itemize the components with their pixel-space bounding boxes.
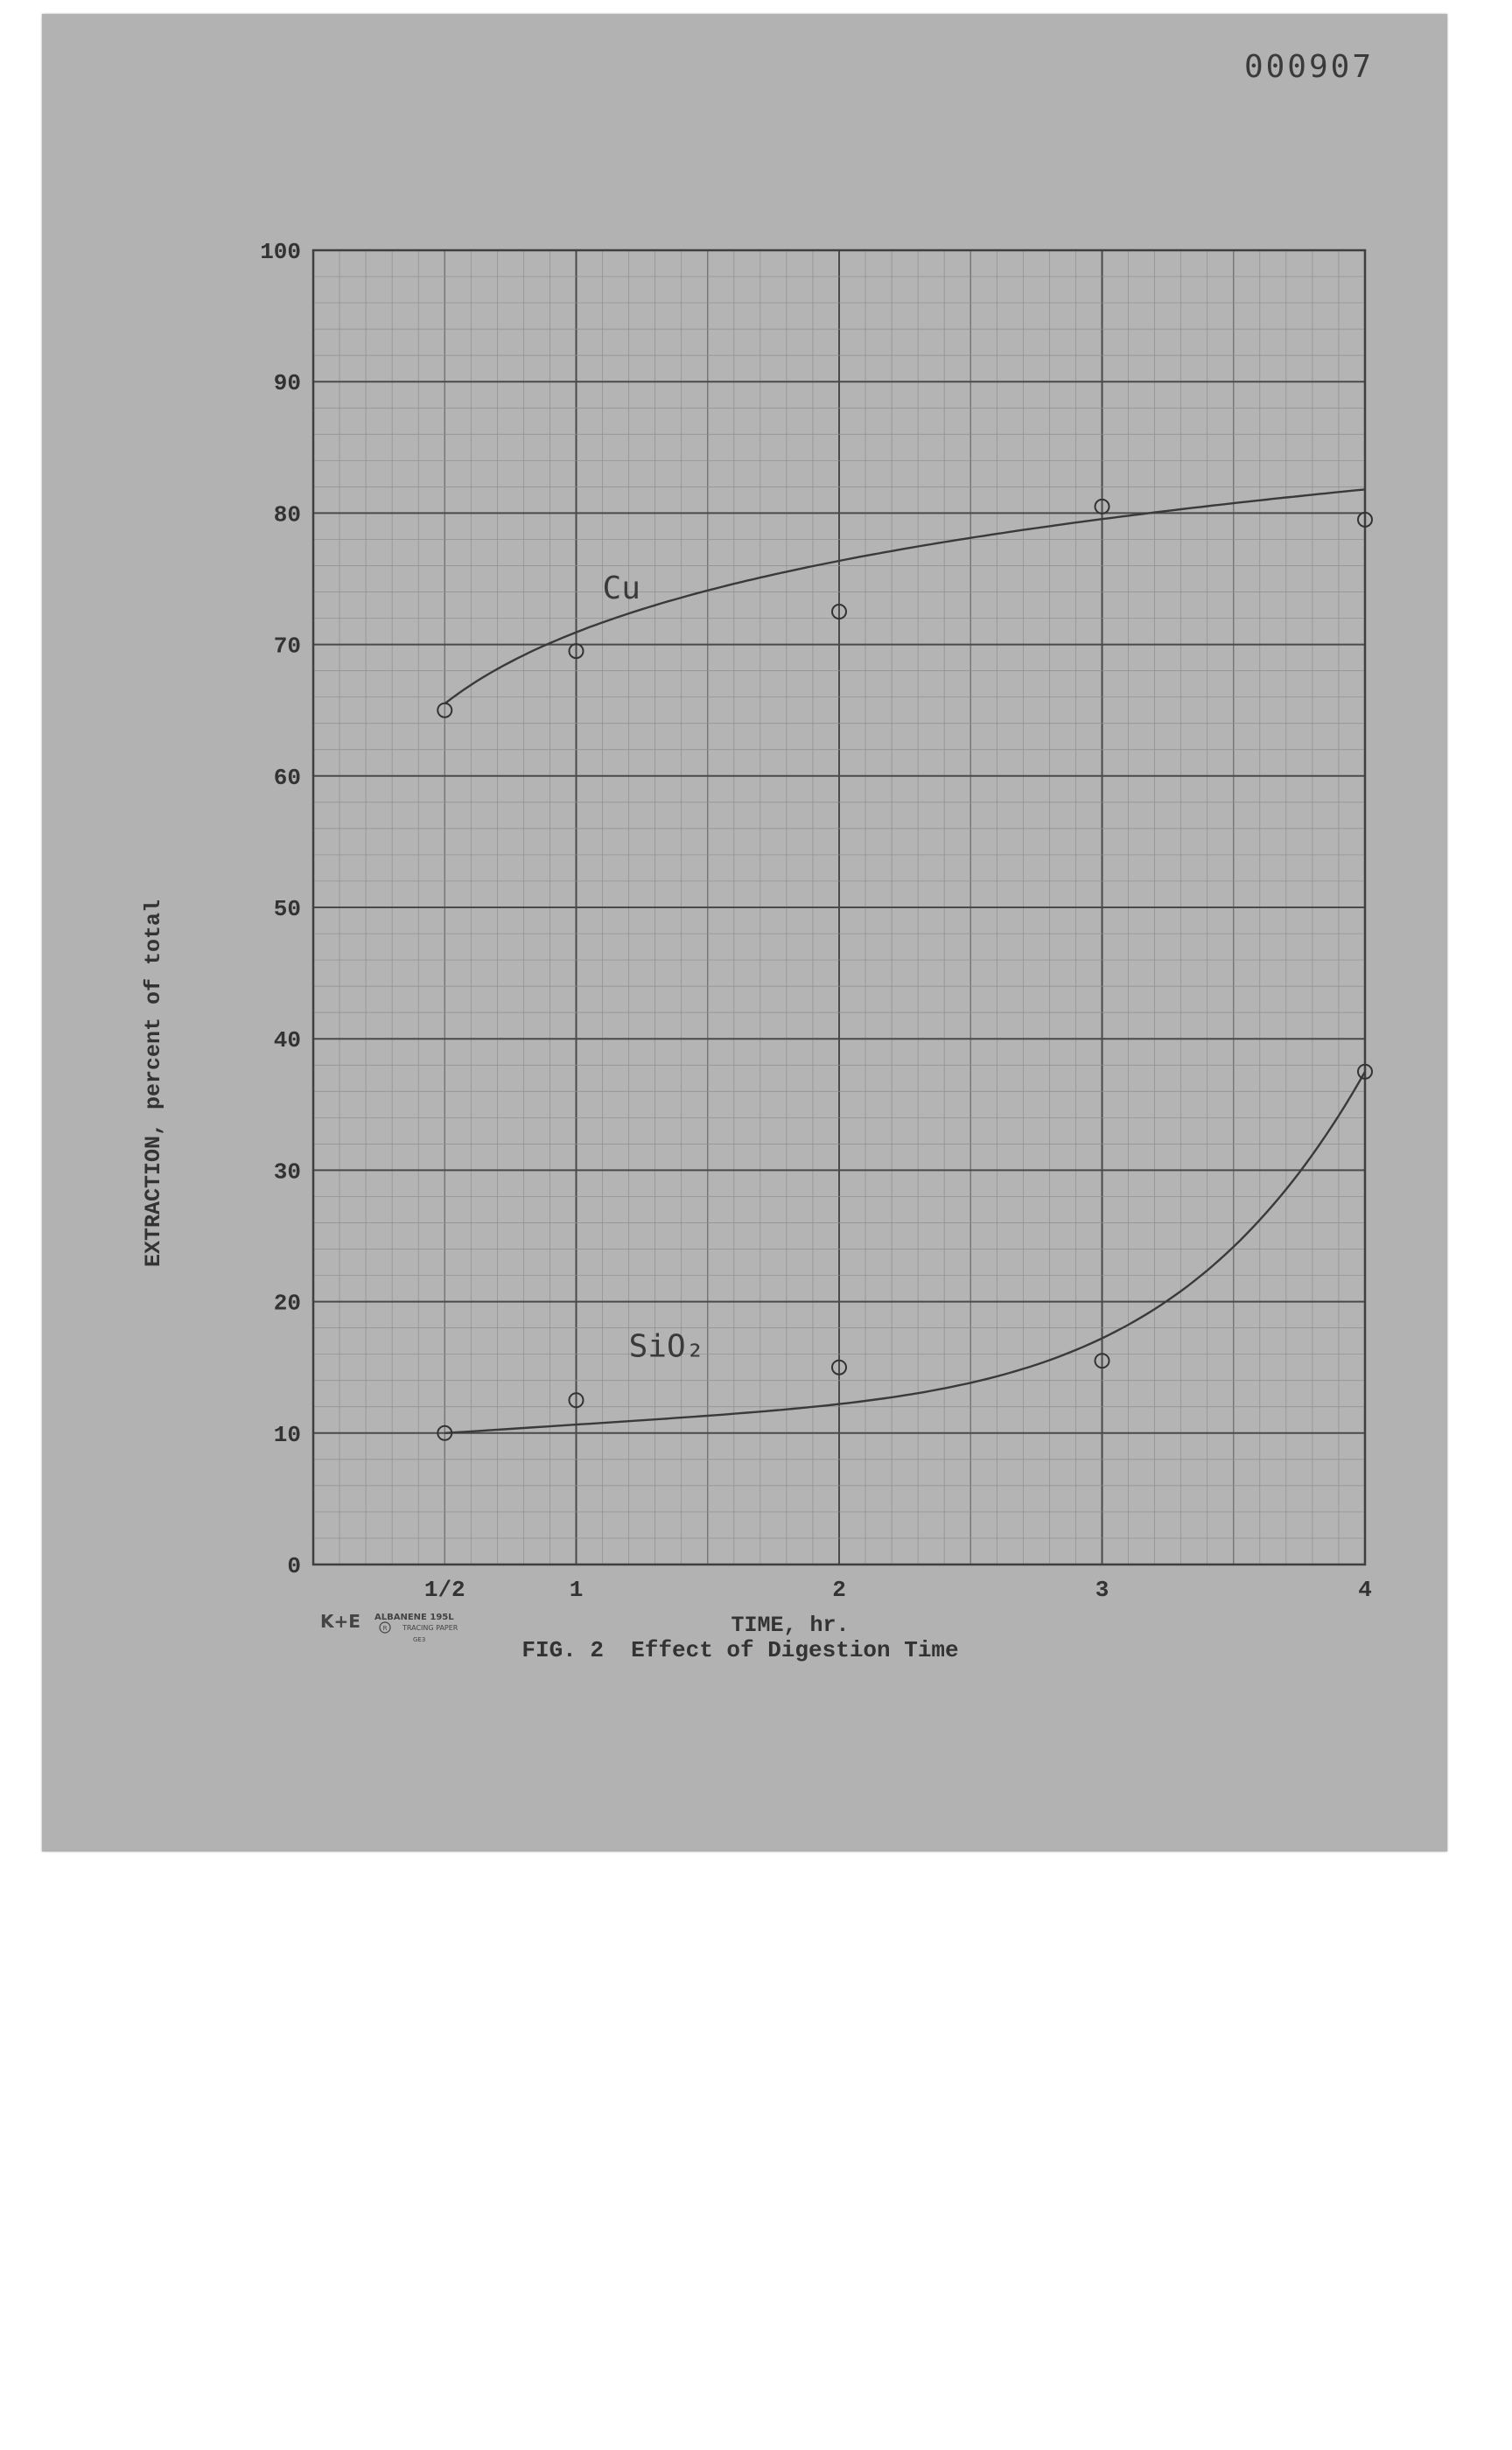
y-tick-label: 60 bbox=[273, 764, 301, 791]
page-number: 000907 bbox=[1243, 49, 1374, 85]
x-tick-label: 2 bbox=[832, 1577, 846, 1603]
paper-brand bbox=[320, 1611, 458, 1643]
sio2-series-label: SiO₂ bbox=[628, 1328, 705, 1365]
y-tick-label: 0 bbox=[287, 1553, 301, 1579]
brand-product: TRACING PAPER bbox=[402, 1624, 458, 1632]
grid bbox=[313, 250, 1365, 1564]
x-tick-label: 3 bbox=[1095, 1577, 1110, 1603]
y-tick-label: 10 bbox=[273, 1421, 301, 1448]
paper-sheet bbox=[42, 14, 1447, 1852]
brand-name: ALBANENE 195L bbox=[374, 1613, 454, 1622]
y-tick-label: 90 bbox=[273, 370, 301, 397]
brand-mark: K+E bbox=[320, 1611, 360, 1632]
y-tick-label: 40 bbox=[273, 1027, 301, 1054]
x-tick-label: 4 bbox=[1358, 1577, 1372, 1603]
y-tick-label: 30 bbox=[273, 1158, 301, 1186]
y-tick-label: 80 bbox=[273, 501, 301, 528]
y-tick-label: 100 bbox=[260, 239, 301, 265]
y-axis-label: EXTRACTION, percent of total bbox=[141, 899, 166, 1268]
y-tick-label: 50 bbox=[273, 896, 301, 922]
y-tick-label: 70 bbox=[273, 633, 301, 660]
extraction-chart bbox=[42, 14, 1447, 1852]
x-axis-label: TIME, hr. bbox=[731, 1613, 850, 1638]
brand-registered: R bbox=[382, 1625, 388, 1632]
x-tick-label: 1 bbox=[569, 1577, 584, 1603]
brand-code: GE3 bbox=[413, 1636, 426, 1643]
x-tick-label: 1/2 bbox=[424, 1577, 466, 1603]
figure-title: FIG. 2 Effect of Digestion Time bbox=[522, 1637, 959, 1663]
cu-series-label: Cu bbox=[602, 570, 640, 607]
y-tick-label: 20 bbox=[273, 1290, 301, 1317]
